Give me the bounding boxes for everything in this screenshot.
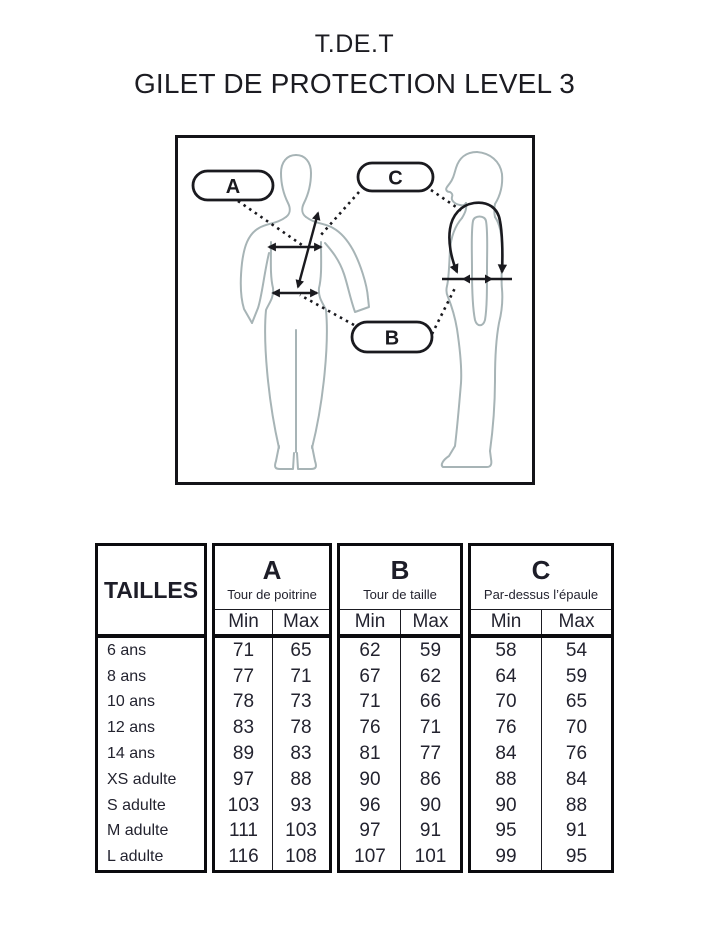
measurement-diagram: [175, 135, 535, 485]
cell: 71: [232, 639, 255, 661]
cell: 107: [354, 846, 386, 868]
size-row-label: L adulte: [107, 848, 164, 866]
cell: 90: [400, 793, 460, 819]
group-b-subtitle: Tour de taille: [363, 586, 437, 602]
size-row-label: 10 ans: [107, 693, 156, 711]
group-b-values: [340, 638, 460, 870]
cell: 66: [400, 690, 460, 716]
group-a-minmax: [215, 609, 329, 638]
size-row-label: XS adulte: [107, 770, 177, 788]
cell: 97: [232, 768, 255, 790]
cell: 91: [400, 818, 460, 844]
cell: 91: [541, 818, 611, 844]
cell: 108: [272, 844, 329, 870]
sizes-header: TAILLES: [98, 546, 204, 638]
cell: 88: [495, 768, 517, 790]
cell: 84: [541, 767, 611, 793]
shoulder-to-waist-arrow: [298, 213, 318, 287]
group-c-column: [468, 543, 614, 873]
cell: 64: [495, 665, 517, 687]
cell: 83: [272, 741, 329, 767]
min-header: Min: [354, 611, 386, 632]
leader-b-side: [432, 288, 455, 334]
cell: 88: [541, 793, 611, 819]
cell: 78: [272, 715, 329, 741]
cell: 88: [272, 767, 329, 793]
group-c-values: [471, 638, 611, 870]
cell: 97: [359, 820, 381, 842]
cell: 95: [541, 844, 611, 870]
brand-title: T.DE.T: [314, 30, 395, 58]
cell: 84: [495, 742, 517, 764]
cell: 83: [232, 717, 255, 739]
side-waist-arrow-left: [462, 275, 470, 284]
side-silhouette: [442, 152, 503, 467]
group-b-minmax: [340, 609, 460, 638]
label-a-text: A: [225, 176, 241, 198]
size-row-label: 14 ans: [107, 744, 156, 762]
leader-c-front: [320, 192, 359, 236]
cell: 59: [541, 664, 611, 690]
group-b-letter: B: [390, 554, 410, 585]
group-c-minmax: [471, 609, 611, 638]
group-a-letter: A: [262, 554, 282, 585]
cell: 90: [495, 794, 517, 816]
group-a-subtitle: Tour de poitrine: [227, 586, 317, 602]
cell: 89: [232, 742, 255, 764]
measurement-diagram-drawing: [178, 138, 532, 482]
max-header: Max: [541, 610, 611, 634]
cell: 78: [232, 691, 255, 713]
cell: 99: [495, 846, 517, 868]
cell: 73: [272, 690, 329, 716]
cell: 90: [359, 768, 381, 790]
cell: 59: [400, 638, 460, 664]
product-title: GILET DE PROTECTION LEVEL 3: [133, 68, 576, 99]
cell: 71: [359, 691, 381, 713]
cell: 86: [400, 767, 460, 793]
cell: 95: [495, 820, 517, 842]
sizes-column: [95, 543, 207, 873]
size-table: [95, 543, 614, 873]
cell: 76: [359, 717, 381, 739]
cell: 101: [400, 844, 460, 870]
cell: 65: [272, 638, 329, 664]
group-c-header: [471, 546, 611, 609]
group-a-values: [215, 638, 329, 870]
cell: 58: [495, 639, 517, 661]
cell: 62: [359, 639, 381, 661]
cell: 81: [359, 742, 381, 764]
size-row-label: S adulte: [107, 796, 166, 814]
size-row-label: 8 ans: [107, 667, 147, 685]
size-labels: [98, 638, 204, 870]
cell: 62: [400, 664, 460, 690]
min-header: Min: [490, 611, 522, 632]
cell: 77: [232, 665, 255, 687]
cell: 103: [272, 818, 329, 844]
max-header: Max: [400, 610, 460, 634]
cell: 76: [495, 717, 517, 739]
label-b-text: B: [384, 327, 400, 350]
cell: 111: [229, 820, 258, 842]
group-c-subtitle: Par-dessus l’épaule: [483, 586, 599, 602]
max-header: Max: [272, 610, 329, 634]
label-c-text: C: [388, 167, 403, 190]
cell: 65: [541, 690, 611, 716]
label-pills: [193, 163, 433, 352]
cell: 96: [359, 794, 381, 816]
group-b-column: [337, 543, 463, 873]
size-row-label: 12 ans: [107, 719, 156, 737]
min-header: Min: [228, 611, 259, 632]
cell: 54: [541, 638, 611, 664]
group-b-header: [340, 546, 460, 609]
cell: 70: [541, 715, 611, 741]
cell: 71: [272, 664, 329, 690]
cell: 116: [228, 846, 259, 868]
cell: 70: [495, 691, 517, 713]
cell: 93: [272, 793, 329, 819]
group-c-letter: C: [531, 554, 551, 585]
cell: 71: [400, 715, 460, 741]
group-a-header: [215, 546, 329, 609]
cell: 67: [359, 665, 381, 687]
size-row-label: 6 ans: [107, 641, 147, 659]
size-row-label: M adulte: [107, 822, 169, 840]
cell: 76: [541, 741, 611, 767]
cell: 77: [400, 741, 460, 767]
cell: 103: [227, 794, 260, 816]
group-a-column: [212, 543, 332, 873]
leader-c-side: [431, 190, 462, 211]
side-waist-arrow-right: [485, 275, 493, 284]
